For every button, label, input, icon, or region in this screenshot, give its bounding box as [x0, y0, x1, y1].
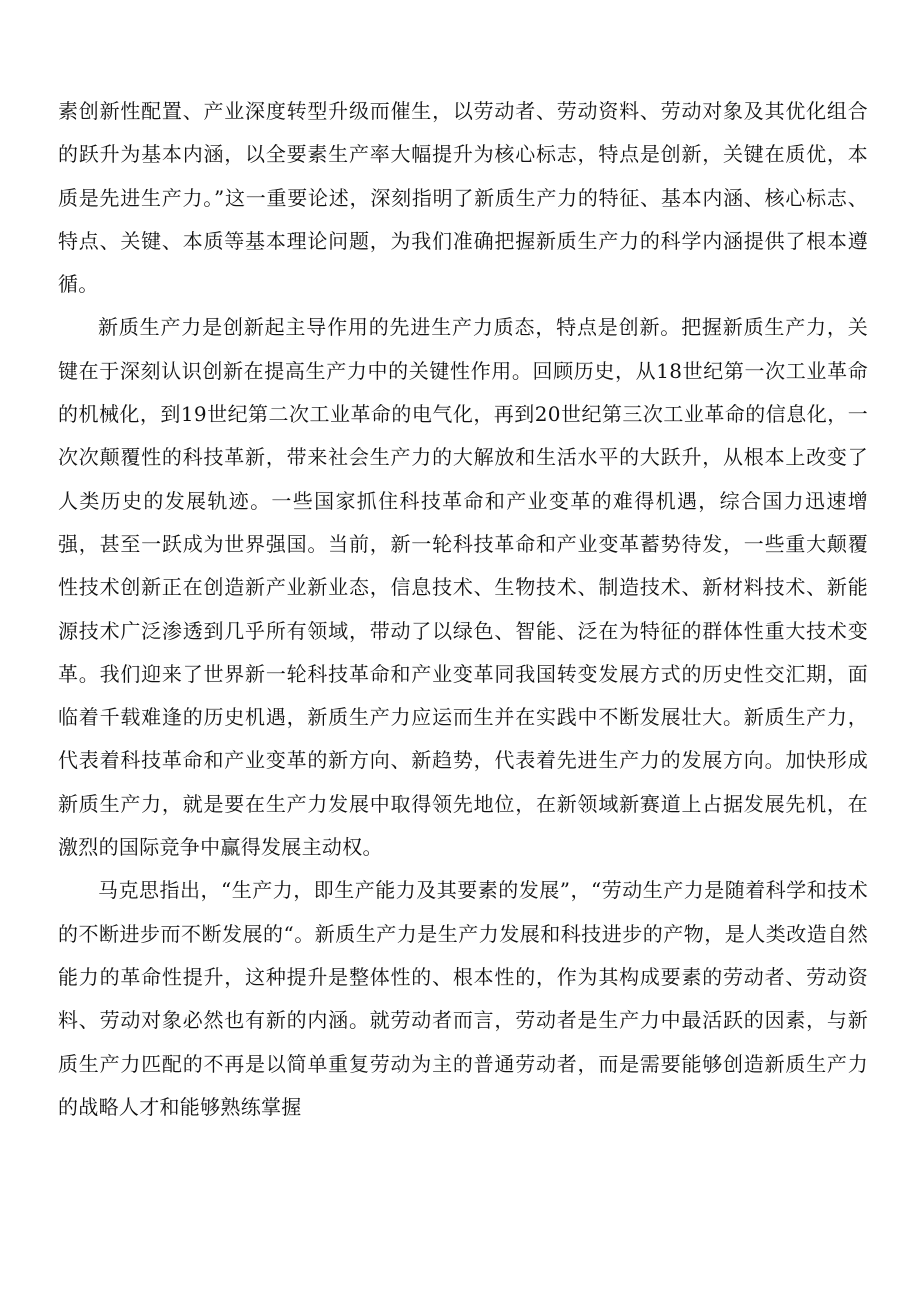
paragraph-marx: 马克思指出，“生产力，即生产能力及其要素的发展”，“劳动生产力是随着科学和技术的不断进步而不断发展的“。新质生产力是生产力发展和科技进步的产物，是人类改造自然能力的革命性提升，这种提升是整体性的、根本性的，作为其构成要素的劳动者、劳动资料、劳动对象必然也有新的内涵。就劳动者而言，劳动者是生产力中最活跃的因素，与新质生产力匹配的不再是以简单重复劳动为主的普通劳动者，而是需要能够创造新质生产力的战略人才和能够熟练掌握: [58, 878, 868, 1119]
paragraph-innovation: 新质生产力是创新起主导作用的先进生产力质态，特点是创新。把握新质生产力，关键在于深刻认识创新在提高生产力中的关键性作用。回顾历史，从18世纪第一次工业革命的机械化，到19世纪第二次工业革命的电气化，再到20世纪第三次工业革命的信息化，一次次颠覆性的科技革新，带来社会生产力的大解放和生活水平的大跃升，从根本上改变了人类历史的发展轨迹。一些国家抓住科技革命和产业变革的难得机遇，综合国力迅速增强，甚至一跃成为世界强国。当前，新一轮科技革命和产业变革蓄势待发，一些重大颠覆性技术创新正在创造新产业新业态，信息技术、生物技术、制造技术、新材料技术、新能源技术广泛渗透到几乎所有领域，带动了以绿色、智能、泛在为特征的群体性重大技术变革。我们迎来了世界新一轮科技革命和产业变革同我国转变发展方式的历史性交汇期，面临着千载难逢的历史机遇，新质生产力应运而生并在实践中不断发展壮大。新质生产力，代表着科技革命和产业变革的新方向、新趋势，代表着先进生产力的发展方向。加快形成新质生产力，就是要在生产力发展中取得领先地位，在新领域新赛道上占据发展先机，在激烈的国际竞争中赢得发展主动权。: [58, 315, 868, 860]
paragraph-continuation: 素创新性配置、产业深度转型升级而催生，以劳动者、劳动资料、劳动对象及其优化组合的跃升为基本内涵，以全要素生产率大幅提升为核心标志，特点是创新，关键在质优，本质是先进生产力。”这一重要论述，深刻指明了新质生产力的特征、基本内涵、核心标志、特点、关键、本质等基本理论问题，为我们准确把握新质生产力的科学内涵提供了根本遵循。: [58, 99, 868, 297]
document-body: [58, 90, 868, 1129]
